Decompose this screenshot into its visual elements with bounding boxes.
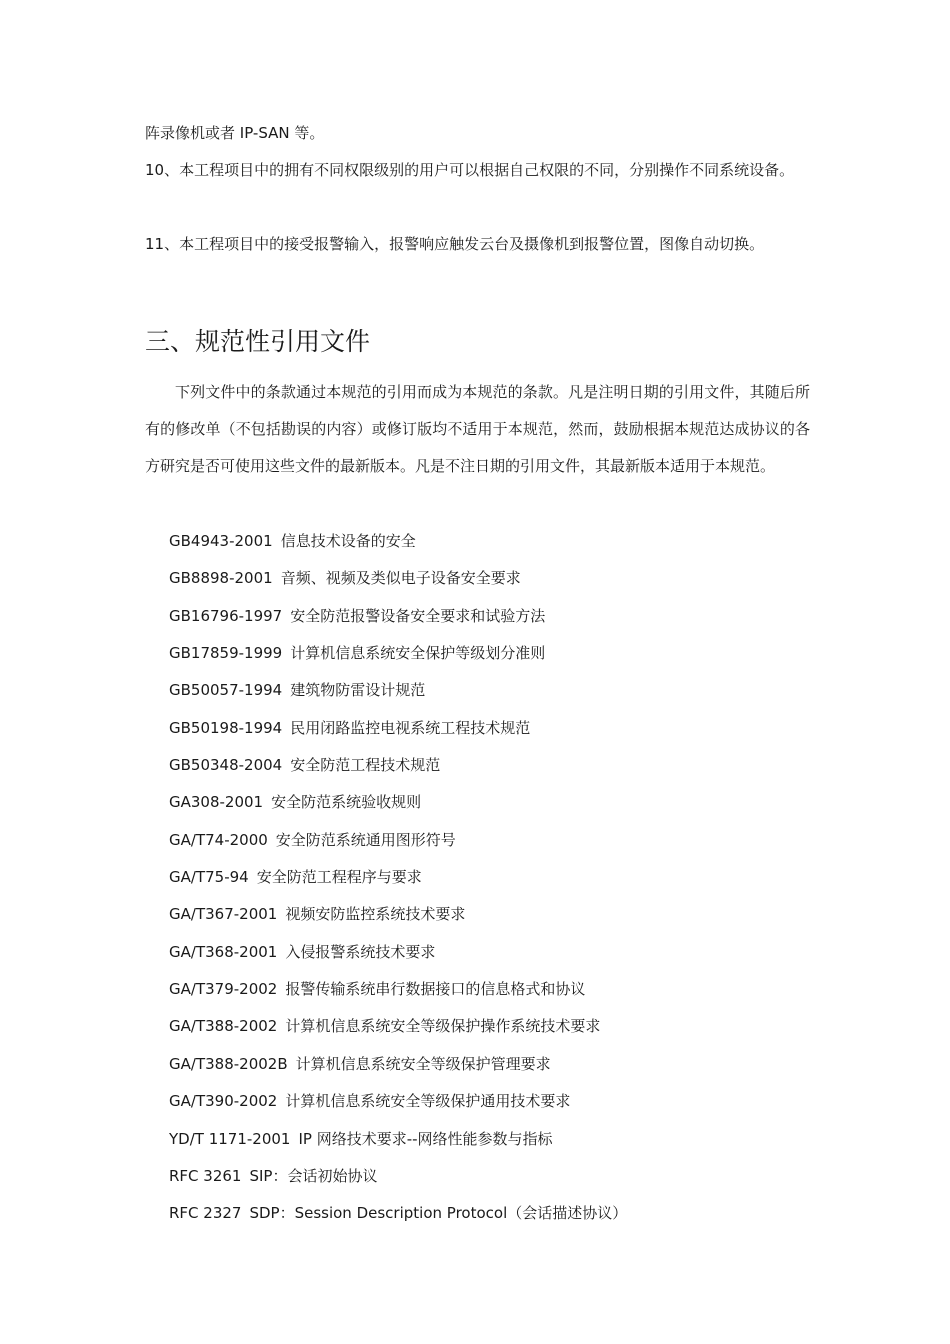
reference-code: GA308-2001 [169,793,264,812]
reference-code: GB17859-1999 [169,644,283,663]
reference-item [169,1083,627,1120]
reference-title: 计算机信息系统安全等级保护操作系统技术要求 [285,1017,601,1036]
reference-title: 计算机信息系统安全等级保护通用技术要求 [285,1092,571,1111]
paragraph-item-10: 10、本工程项目中的拥有不同权限级别的用户可以根据自己权限的不同，分别操作不同系统设备。 [145,161,795,179]
reference-title: 安全防范报警设备安全要求和试验方法 [290,606,546,625]
reference-code: GB50348-2004 [169,756,283,775]
reference-code: GB16796-1997 [169,606,283,625]
reference-code: RFC 3261 [169,1166,242,1185]
reference-item [169,672,627,709]
reference-code: YD/T 1171-2001 [169,1129,291,1148]
reference-title: 计算机信息系统安全保护等级划分准则 [290,644,546,663]
reference-title: 安全防范工程技术规范 [290,756,441,775]
reference-title: 入侵报警系统技术要求 [285,942,436,961]
reference-item [169,1046,627,1083]
paragraph-item-11: 11、本工程项目中的接受报警输入，报警响应触发云台及摄像机到报警位置，图像自动切换。 [145,235,765,253]
reference-item [169,934,627,971]
reference-code: GA/T388-2002B [169,1054,288,1073]
reference-code: GA/T75-94 [169,868,249,887]
reference-title: IP 网络技术要求--网络性能参数与指标 [298,1129,553,1148]
reference-title: 安全防范系统通用图形符号 [275,830,456,849]
reference-code: GB8898-2001 [169,569,273,588]
reference-title: SIP：会话初始协议 [249,1166,378,1185]
reference-title: 计算机信息系统安全等级保护管理要求 [295,1054,551,1073]
reference-title: SDP：Session Description Protocol（会话描述协议） [249,1204,628,1223]
reference-title: 报警传输系统串行数据接口的信息格式和协议 [285,980,586,999]
reference-item [169,971,627,1008]
section-heading: 三、规范性引用文件 [145,327,371,356]
reference-code: GB50198-1994 [169,718,283,737]
reference-title: 民用闭路监控电视系统工程技术规范 [290,718,531,737]
reference-title: 音频、视频及类似电子设备安全要求 [280,569,521,588]
reference-item [169,859,627,896]
reference-code: GA/T368-2001 [169,942,278,961]
reference-item [169,1121,627,1158]
reference-code: GA/T367-2001 [169,905,278,924]
paragraph-continuation: 阵录像机或者 IP-SAN 等。 [145,124,325,142]
reference-code: GA/T390-2002 [169,1092,278,1111]
reference-code: GB50057-1994 [169,681,283,700]
reference-code: GA/T74-2000 [169,830,268,849]
reference-item [169,784,627,821]
reference-code: GA/T379-2002 [169,980,278,999]
reference-item [169,1008,627,1045]
reference-item [169,635,627,672]
reference-item [169,560,627,597]
reference-title: 安全防范系统验收规则 [271,793,422,812]
reference-item [169,523,627,560]
reference-code: GB4943-2001 [169,532,273,550]
reference-title: 视频安防监控系统技术要求 [285,905,466,924]
reference-list [169,523,627,1233]
reference-title: 安全防范工程程序与要求 [256,868,422,887]
reference-item [169,747,627,784]
reference-title: 信息技术设备的安全 [280,532,416,550]
reference-code: RFC 2327 [169,1204,242,1223]
reference-item [169,598,627,635]
reference-item [169,822,627,859]
reference-item [169,1158,627,1195]
reference-item [169,710,627,747]
section-intro-paragraph: 下列文件中的条款通过本规范的引用而成为本规范的条款。凡是注明日期的引用文件，其随后所有的修改单（不包括勘误的内容）或修订版均不适用于本规范，然而，鼓励根据本规范达成协议的各方研究是否可使用这些文件的最新版本。凡是不注日期的引用文件，其最新版本适用于本规范。 [145,383,810,475]
reference-code: GA/T388-2002 [169,1017,278,1036]
reference-item [169,1195,627,1232]
reference-title: 建筑物防雷设计规范 [290,681,426,700]
reference-item [169,896,627,933]
